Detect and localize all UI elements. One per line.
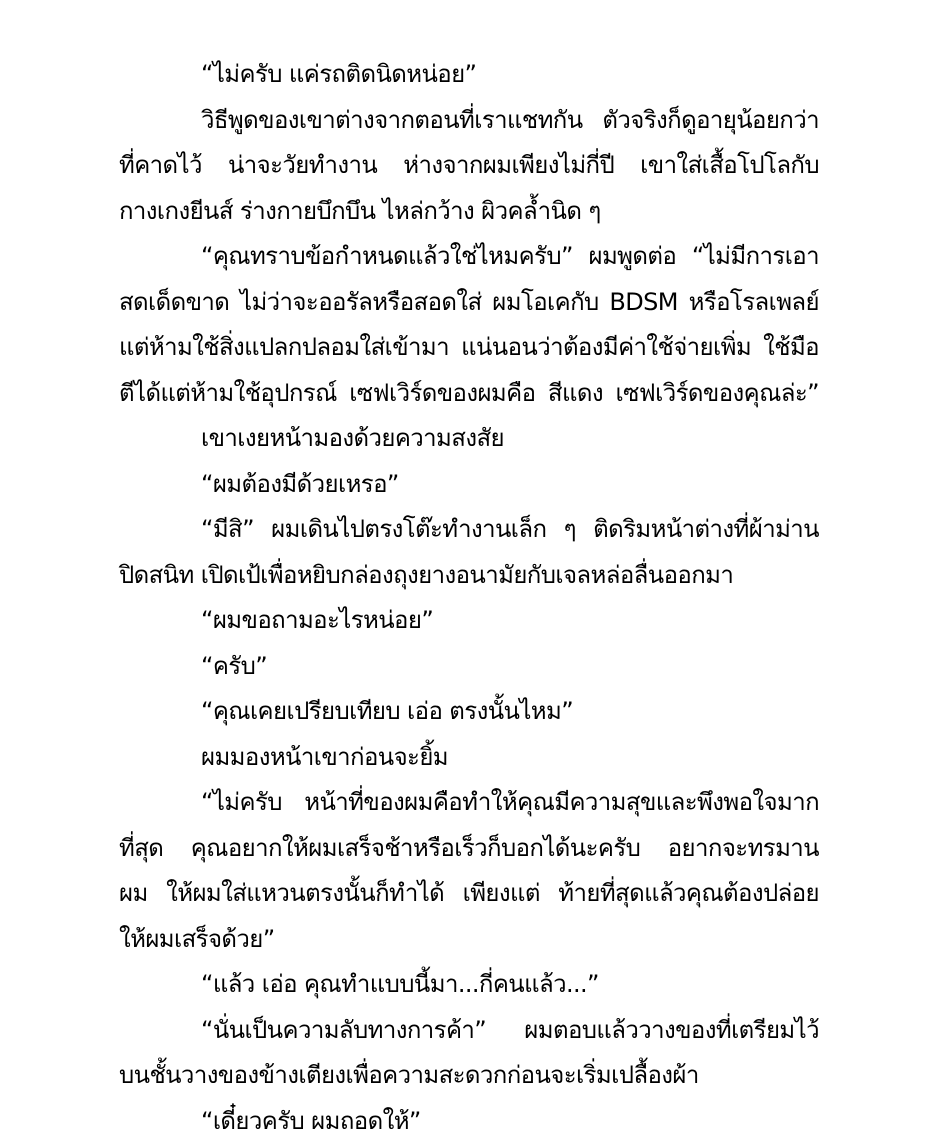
- text-line: ให้ผมเสร็จด้วย”: [119, 924, 275, 953]
- text-line: ปิดสนิท เปิดเป้เพื่อหยิบกล่องถุงยางอนามัยกับเจลหล่อลื่นออกมา: [119, 560, 734, 589]
- text-line: “คุณเคยเปรียบเทียบ เอ่อ ตรงนั้นไหม”: [201, 697, 574, 725]
- text-line: “ผมขอถามอะไรหน่อย”: [201, 606, 434, 634]
- text-line: กางเกงยีนส์ ร่างกายบึกบึน ไหล่กว้าง ผิวคล้ำนิด ๆ: [119, 196, 601, 225]
- text-line: “ผมต้องมีด้วยเหรอ”: [201, 469, 399, 498]
- novel-body-text: [119, 52, 819, 1144]
- text-line: สดเด็ดขาด ไม่ว่าจะออรัลหรือสอดใส่ ผมโอเคกับ BDSM หรือโรลเพลย์: [119, 287, 819, 316]
- text-line: “นั่นเป็นความลับทางการค้า” ผมตอบแล้ววางของที่เตรียมไว้: [201, 1015, 819, 1044]
- text-line: เขาเงยหน้ามองด้วยความสงสัย: [201, 424, 504, 452]
- text-line: ผม ให้ผมใส่แหวนตรงนั้นก็ทำได้ เพียงแต่ ท้ายที่สุดแล้วคุณต้องปล่อย: [119, 879, 819, 907]
- text-line: “ไม่ครับ แค่รถติดนิดหน่อย”: [201, 60, 477, 88]
- text-line: บนชั้นวางของข้างเตียงเพื่อความสะดวกก่อนจะเริ่มเปลื้องผ้า: [119, 1061, 699, 1089]
- text-line: “คุณทราบข้อกำหนดแล้วใช่ไหมครับ” ผมพูดต่อ “ไม่มีการเอา: [201, 242, 819, 270]
- text-line: “ไม่ครับ หน้าที่ของผมคือทำให้คุณมีความสุขและพึงพอใจมาก: [201, 788, 819, 816]
- text-line: “ครับ”: [201, 651, 268, 680]
- text-line: วิธีพูดของเขาต่างจากตอนที่เราแชทกัน ตัวจริงก็ดูอายุน้อยกว่า: [201, 105, 819, 134]
- text-line: “มีสิ” ผมเดินไปตรงโต๊ะทำงานเล็ก ๆ ติดริมหน้าต่างที่ผ้าม่าน: [201, 515, 819, 543]
- text-line: ผมมองหน้าเขาก่อนจะยิ้ม: [201, 742, 449, 771]
- text-line: แต่ห้ามใช้สิ่งแปลกปลอมใส่เข้ามา แน่นอนว่าต้องมีค่าใช้จ่ายเพิ่ม ใช้มือ: [119, 333, 819, 361]
- text-line: ที่คาดไว้ น่าจะวัยทำงาน ห่างจากผมเพียงไม่กี่ปี เขาใส่เสื้อโปโลกับ: [119, 151, 819, 179]
- text-line: ตีได้แต่ห้ามใช้อุปกรณ์ เซฟเวิร์ดของผมคือ สีแดง เซฟเวิร์ดของคุณล่ะ”: [119, 378, 819, 407]
- text-line: ที่สุด คุณอยากให้ผมเสร็จช้าหรือเร็วก็บอกได้นะครับ อยากจะทรมาน: [119, 833, 819, 862]
- text-line: “แล้ว เอ่อ คุณทำแบบนี้มา...กี่คนแล้ว...”: [201, 970, 599, 998]
- text-line: “เดี๋ยวครับ ผมถอดให้”: [201, 1106, 421, 1135]
